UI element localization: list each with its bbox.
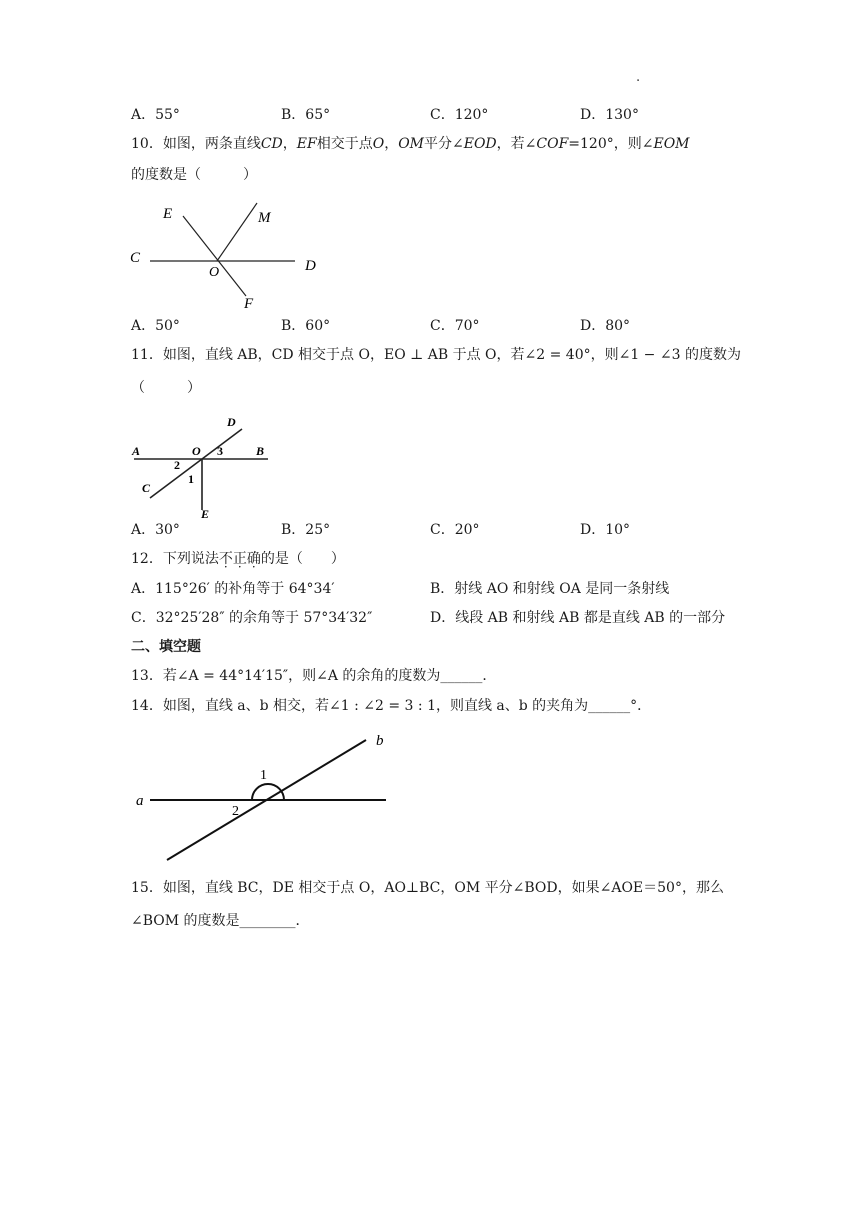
- q10-figure: [125, 198, 330, 313]
- q10-option-c: C．70°: [430, 318, 480, 334]
- q11-stem: 11．如图，直线 AB，CD 相交于点 O，EO ⊥ AB 于点 O，若∠2 = 40°，则∠1 − ∠3 的度数为: [131, 347, 741, 363]
- q11-label-2: 2: [174, 458, 180, 472]
- q15-stem-line2: ∠BOM 的度数是________．: [131, 913, 310, 929]
- q9-option-d: D．130°: [580, 107, 639, 123]
- q9-option-c: C．120°: [430, 107, 489, 123]
- q14-label-1: 1: [260, 768, 267, 783]
- q11-label-o: O: [192, 444, 201, 458]
- q10-label-d: D: [305, 258, 316, 274]
- q11-label-d: D: [227, 415, 236, 429]
- section-heading-fill-in: 二、填空题: [131, 639, 201, 655]
- q10-label-m: M: [258, 210, 271, 226]
- q9-option-b: B．65°: [281, 107, 331, 123]
- q14-stem: 14．如图，直线 a、b 相交，若∠1 : ∠2 = 3 : 1，则直线 a、b 的夹角为______°．: [131, 698, 652, 714]
- q11-label-1: 1: [188, 472, 194, 486]
- q11-option-b: B．25°: [281, 522, 331, 538]
- q12-option-b: B．射线 AO 和射线 OA 是同一条射线: [430, 581, 670, 597]
- q11-label-a: A: [132, 444, 141, 458]
- q12-option-d: D．线段 AB 和射线 AB 都是直线 AB 的一部分: [430, 610, 726, 626]
- q10-stem: 10．如图，两条直线CD，EF相交于点O，OM平分∠EOD，若∠COF=120°，则∠EOM: [131, 136, 690, 152]
- q10-label-o: O: [209, 265, 220, 280]
- q11-label-3: 3: [217, 444, 223, 458]
- q11-stem-line2: （ ）: [131, 380, 201, 396]
- q14-figure: [130, 728, 400, 868]
- q9-option-a: A．55°: [131, 107, 180, 123]
- q12-option-c: C．32°25′28″ 的余角等于 57°34′32″: [131, 610, 373, 626]
- q14-label-b: b: [376, 733, 384, 749]
- q10-option-b: B．60°: [281, 318, 331, 334]
- q11-option-a: A．30°: [131, 522, 180, 538]
- q11-option-d: D．10°: [580, 522, 631, 538]
- q14-label-a: a: [136, 793, 144, 809]
- q12-option-a: A．115°26′ 的补角等于 64°34′: [131, 581, 335, 597]
- q11-figure: [128, 408, 273, 521]
- q10-option-a: A．50°: [131, 318, 180, 334]
- q11-label-c: C: [142, 481, 151, 495]
- q10-label-e: E: [163, 206, 173, 222]
- q10-option-d: D．80°: [580, 318, 631, 334]
- q13-stem: 13．若∠A = 44°14′15″，则∠A 的余角的度数为______．: [131, 668, 497, 684]
- q10-label-c: C: [130, 250, 141, 266]
- header-mark: .: [636, 70, 641, 85]
- q10-stem-line2: 的度数是（ ）: [131, 167, 257, 183]
- q11-label-b: B: [256, 444, 265, 458]
- q11-option-c: C．20°: [430, 522, 480, 538]
- q11-label-e: E: [201, 507, 210, 521]
- q15-stem: 15．如图，直线 BC，DE 相交于点 O，AO⊥BC，OM 平分∠BOD，如果∠AOE＝50°，那么: [131, 880, 724, 896]
- q10-label-f: F: [244, 296, 254, 312]
- q12-stem: 12．下列说法不正确的是（ ）: [131, 551, 345, 567]
- q14-label-2: 2: [232, 804, 239, 819]
